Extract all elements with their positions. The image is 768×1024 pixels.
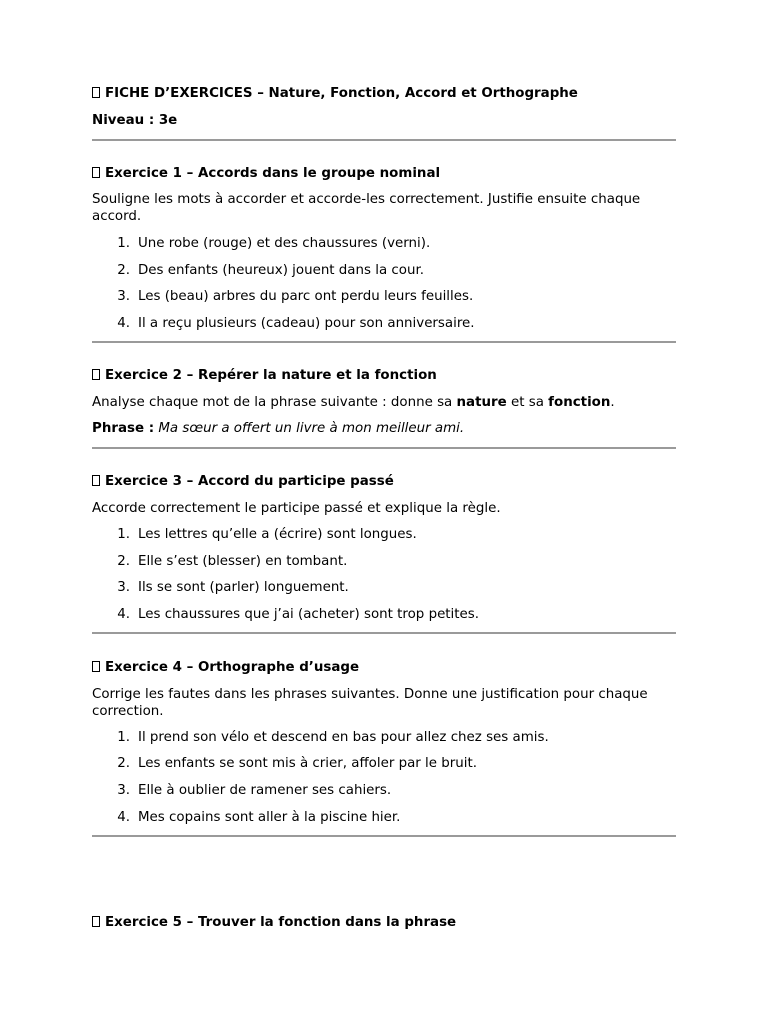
list-item: 3. Ils se sont (parler) longuement. — [117, 580, 349, 595]
exercise-2-instruction: Analyse chaque mot de la phrase suivante : donne sa nature et sa fonction. — [92, 395, 615, 410]
list-item: 4. Mes copains sont aller à la piscine hier. — [117, 810, 401, 825]
pencil-icon — [92, 661, 100, 672]
list-item: 2. Des enfants (heureux) jouent dans la cour. — [117, 263, 424, 278]
divider — [92, 632, 676, 634]
list-item: 1. Il prend son vélo et descend en bas pour allez chez ses amis. — [117, 730, 549, 745]
list-item: 2. Elle s’est (blesser) en tombant. — [117, 554, 348, 569]
exercise-4-instruction: Corrige les fautes dans les phrases suivantes. Donne une justification pour chaque correction. — [92, 687, 648, 719]
target-icon — [92, 916, 100, 927]
search-icon — [92, 369, 100, 380]
pencil-icon — [92, 167, 100, 178]
list-item: 4. Il a reçu plusieurs (cadeau) pour son anniversaire. — [117, 316, 475, 331]
exercise-3-title: Exercice 3 – Accord du participe passé — [92, 473, 394, 490]
pencil-icon — [92, 475, 100, 486]
exercise-5-title: Exercice 5 – Trouver la fonction dans la phrase — [92, 914, 456, 931]
exercise-3-instruction: Accorde correctement le participe passé et explique la règle. — [92, 501, 501, 516]
worksheet-title: FICHE D’EXERCICES – Nature, Fonction, Accord et Orthographe — [92, 85, 578, 102]
list-item: 3. Les (beau) arbres du parc ont perdu leurs feuilles. — [117, 289, 474, 304]
divider — [92, 447, 676, 449]
divider — [92, 139, 676, 141]
list-item: 1. Une robe (rouge) et des chaussures (verni). — [117, 236, 431, 251]
list-item: 4. Les chaussures que j’ai (acheter) sont trop petites. — [117, 607, 479, 622]
list-item: 3. Elle à oublier de ramener ses cahiers. — [117, 783, 392, 798]
list-item: 2. Les enfants se sont mis à crier, affoler par le bruit. — [117, 756, 477, 771]
exercise-4-title: Exercice 4 – Orthographe d’usage — [92, 659, 359, 676]
list-item: 1. Les lettres qu’elle a (écrire) sont longues. — [117, 527, 417, 542]
exercise-2-title: Exercice 2 – Repérer la nature et la fonction — [92, 367, 437, 384]
bookmark-icon — [92, 87, 100, 98]
exercise-1-title: Exercice 1 – Accords dans le groupe nominal — [92, 165, 440, 182]
level-label: Niveau : 3e — [92, 113, 178, 128]
divider — [92, 835, 676, 837]
divider — [92, 341, 676, 343]
exercise-1-instruction: Souligne les mots à accorder et accorde-les correctement. Justifie ensuite chaque accord. — [92, 192, 641, 224]
exercise-2-phrase: Phrase : Ma sœur a offert un livre à mon meilleur ami. — [92, 421, 465, 436]
